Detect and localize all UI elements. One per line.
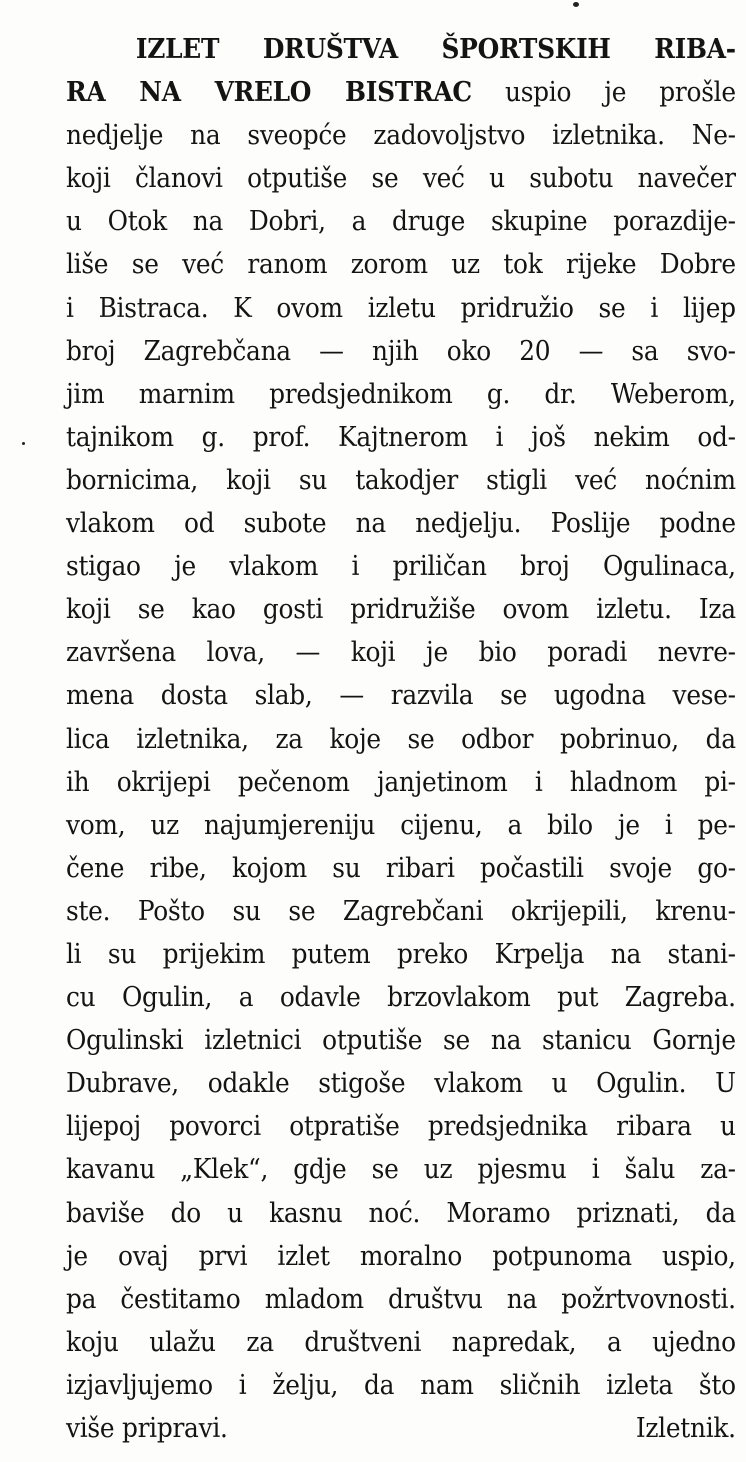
body-text: više pripravi. [66, 1413, 228, 1444]
print-speck [573, 2, 579, 7]
article-line [66, 200, 736, 243]
body-text: kavanu „Klek“, gdje se uz pjesmu i šalu za- [66, 1154, 736, 1186]
article-line [66, 157, 736, 200]
body-text: koju ulažu za društveni napredak, a ujedno [66, 1326, 736, 1358]
body-text: liše se već ranom zorom uz tok rijeke Dobre [66, 249, 736, 281]
article-line [66, 718, 736, 761]
body-text: vom, uz najumjereniju cijenu, a bilo je i pe- [66, 809, 736, 841]
body-text: koji članovi otputiše se već u subotu navečer [66, 163, 736, 195]
article-line [66, 933, 736, 976]
body-text: završena lova, — koji je bio poradi nevre- [66, 637, 736, 669]
article-line [66, 847, 736, 890]
article-line [66, 416, 736, 459]
article-line [66, 761, 736, 804]
article-line [66, 502, 736, 545]
body-text: lica izletnika, za koje se odbor pobrinuo, da [66, 723, 736, 755]
article-line [66, 1278, 736, 1321]
body-text: baviše do u kasnu noć. Moramo priznati, da [66, 1197, 736, 1229]
body-text: stigao je vlakom i priličan broj Ogulinaca, [66, 551, 736, 583]
article-line [66, 1062, 736, 1105]
body-text: Ogulinski izletnici otputiše se na stanicu Gornje [66, 1025, 736, 1057]
article-line [66, 890, 736, 933]
body-text: jim marnim predsjednikom g. dr. Weberom, [66, 378, 736, 410]
article-line [66, 631, 736, 674]
article-line [66, 1192, 736, 1235]
body-text: tajnikom g. prof. Kajtnerom i još nekim od- [66, 421, 736, 453]
body-text: u Otok na Dobri, a druge skupine porazdije- [66, 206, 736, 238]
body-text: pa čestitamo mladom društvu na požrtvovnosti. [66, 1283, 736, 1315]
article-body [66, 28, 736, 1450]
article-line [66, 71, 736, 114]
article-line [66, 674, 736, 717]
article-line [66, 976, 736, 1019]
body-text: koji se kao gosti pridružiše ovom izletu. Iza [66, 594, 736, 626]
article-line [66, 588, 736, 631]
article-line [66, 804, 736, 847]
body-text: je ovaj prvi izlet moralno potpunoma uspio, [66, 1240, 736, 1272]
print-speck [22, 442, 25, 445]
body-text: čene ribe, kojom su ribari počastili svoje go- [66, 852, 736, 884]
body-text: vlakom od subote na nedjelju. Poslije podne [66, 508, 736, 540]
body-text: uspio je prošle [471, 77, 736, 109]
article-line [66, 1148, 736, 1191]
body-text: broj Zagrebčana — njih oko 20 — sa svo- [66, 335, 736, 367]
article-line [66, 373, 736, 416]
article-line [66, 243, 736, 286]
author-signature: Izletnik. [635, 1413, 736, 1444]
article-line [66, 1321, 736, 1364]
body-text: lijepoj povorci otpratiše predsjednika ribara u [66, 1111, 736, 1143]
body-text: bornicima, koji su takodjer stigli već noćnim [66, 464, 736, 496]
article-line [66, 28, 736, 71]
body-text: Dubrave, odakle stigoše vlakom u Ogulin. U [66, 1068, 736, 1100]
body-text: li su prijekim putem preko Krpelja na stani- [66, 938, 736, 970]
body-text: ste. Pošto su se Zagrebčani okrijepili, krenu- [66, 895, 736, 927]
headline-text: RA NA VRELO BISTRAC [66, 77, 472, 109]
body-text: mena dosta slab, — razvila se ugodna vese- [66, 680, 736, 712]
headline-text: IZLET DRUŠTVA ŠPORTSKIH RIBA- [135, 34, 736, 65]
article-line [66, 1105, 736, 1148]
article-line [66, 287, 736, 330]
body-text: ih okrijepi pečenom janjetinom i hladnom pi- [66, 766, 736, 798]
article-line [66, 545, 736, 588]
article-line [66, 330, 736, 373]
article-line [66, 114, 736, 157]
body-text: cu Ogulin, a odavle brzovlakom put Zagreba. [66, 982, 736, 1014]
article-line [66, 1235, 736, 1278]
body-text: i Bistraca. K ovom izletu pridružio se i lijep [66, 292, 736, 324]
body-text: nedjelje na sveopće zadovoljstvo izletnika. Ne- [66, 120, 736, 152]
article-line [66, 1019, 736, 1062]
article-line [66, 459, 736, 502]
article-line [66, 1364, 736, 1407]
body-text: izjavljujemo i želju, da nam sličnih izleta što [66, 1369, 736, 1401]
article-line [66, 1407, 736, 1450]
